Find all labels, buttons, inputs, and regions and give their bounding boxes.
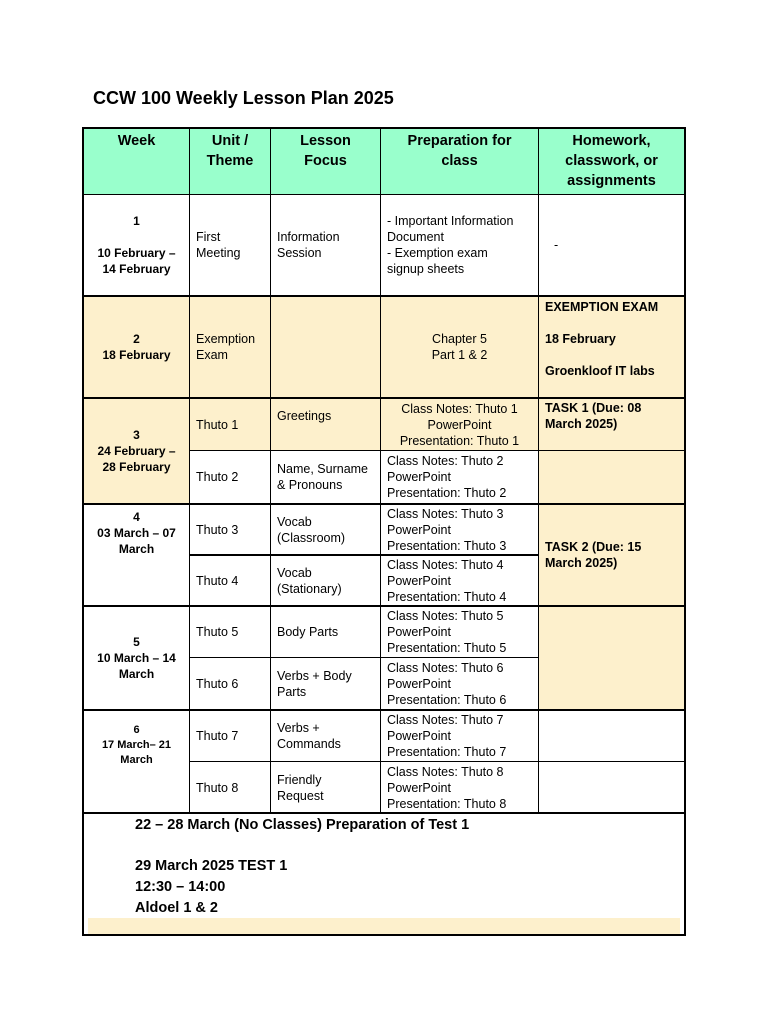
homework-dash: - — [554, 238, 559, 252]
unit-line: Exam — [196, 348, 228, 362]
prep-line: PowerPoint — [387, 625, 451, 639]
week-1-focus — [270, 194, 381, 296]
homework-empty-cell — [538, 605, 685, 710]
focus-line: & Pronouns — [277, 478, 343, 492]
week-2-homework — [538, 295, 685, 398]
lesson-unit — [189, 554, 271, 606]
header-focus-label: Lesson Focus — [300, 133, 351, 169]
week-date: 10 February – — [97, 246, 176, 260]
week-date: March — [118, 667, 155, 681]
week-number: 5 — [133, 635, 140, 649]
homework-empty-cell — [538, 709, 685, 762]
prep-line: PowerPoint — [387, 729, 451, 743]
week-date: 24 February – — [97, 444, 176, 458]
unit-text: Thuto 3 — [196, 522, 239, 537]
focus-line: Parts — [277, 684, 307, 699]
focus-line: Name, Surname — [277, 462, 369, 476]
lesson-focus — [270, 554, 381, 606]
unit-line: Meeting — [196, 246, 241, 260]
lesson-unit — [189, 503, 271, 555]
week-2-cell — [83, 295, 190, 398]
week-2-preparation — [380, 295, 539, 398]
focus-line: Information — [277, 230, 340, 244]
week-number: 1 — [133, 214, 140, 228]
prep-line: Presentation: Thuto 8 — [387, 796, 507, 811]
week-date: 18 February — [102, 348, 171, 362]
test-time: 12:30 – 14:00 — [135, 879, 226, 895]
prep-line: Part 1 & 2 — [431, 348, 488, 362]
week-number: 6 — [133, 724, 140, 736]
prep-line: Presentation: Thuto 4 — [387, 589, 507, 604]
lesson-preparation — [380, 657, 539, 710]
prep-line: Presentation: Thuto 2 — [387, 486, 507, 500]
week-2-focus — [270, 295, 381, 398]
prep-line: PowerPoint — [387, 522, 451, 537]
header-hw-line: assignments — [567, 173, 656, 189]
prep-line: - Exemption exam — [387, 246, 488, 260]
header-preparation — [380, 128, 539, 195]
lesson-unit — [189, 761, 271, 814]
no-classes-note: 22 – 28 March (No Classes) Preparation of Test 1 — [135, 817, 470, 833]
unit-line: First — [196, 230, 221, 244]
unit-text: Thuto 5 — [196, 625, 239, 639]
focus-line: Verbs + — [277, 721, 320, 735]
exam-venue: Groenkloof IT labs — [545, 364, 655, 378]
focus-line: Vocab — [277, 514, 312, 529]
test-venue: Aldoel 1 & 2 — [135, 900, 218, 916]
unit-text: Thuto 2 — [196, 470, 239, 484]
prep-line: Chapter 5 — [432, 332, 487, 346]
lesson-focus — [270, 450, 381, 504]
homework-empty-cell — [538, 450, 685, 504]
unit-text: Thuto 1 — [196, 417, 239, 432]
week-2-unit — [189, 295, 271, 398]
lesson-preparation — [380, 450, 539, 504]
lesson-focus — [270, 397, 381, 451]
prep-line: PowerPoint — [387, 573, 451, 588]
week-date: 28 February — [102, 460, 171, 474]
lesson-focus — [270, 709, 381, 762]
prep-line: Class Notes: Thuto 2 — [387, 454, 504, 468]
week-3-cell — [83, 397, 190, 504]
task-line: March 2025) — [545, 417, 618, 431]
prep-line: Class Notes: Thuto 3 — [387, 506, 504, 521]
page-title: CCW 100 Weekly Lesson Plan 2025 — [93, 88, 394, 108]
week-5-cell — [83, 605, 190, 710]
header-hw-line: classwork, or — [565, 153, 658, 169]
focus-line: Body Parts — [277, 625, 339, 639]
lesson-unit — [189, 450, 271, 504]
focus-line: Vocab — [277, 565, 312, 580]
week-1-homework — [538, 194, 685, 296]
prep-line: PowerPoint — [427, 417, 492, 432]
lesson-preparation — [380, 503, 539, 555]
focus-line: (Stationary) — [277, 581, 342, 596]
header-prep-line: class — [441, 153, 478, 169]
lesson-unit — [189, 397, 271, 451]
prep-line: Class Notes: Thuto 5 — [387, 609, 504, 623]
prep-line: Presentation: Thuto 5 — [387, 641, 507, 655]
week-1-cell — [83, 194, 190, 296]
prep-line: signup sheets — [387, 262, 465, 276]
week-number: 2 — [133, 332, 140, 346]
focus-line: Commands — [277, 737, 341, 751]
test-date: 29 March 2025 TEST 1 — [135, 858, 288, 874]
exam-title: EXEMPTION EXAM — [545, 300, 659, 314]
week-1-preparation — [380, 194, 539, 296]
header-week — [83, 128, 190, 195]
prep-line: - Important Information — [387, 214, 514, 228]
unit-text: Thuto 8 — [196, 780, 239, 795]
task-1-cell — [538, 397, 685, 451]
task-line: March 2025) — [545, 556, 618, 570]
lesson-unit — [189, 657, 271, 710]
prep-line: Class Notes: Thuto 7 — [387, 713, 504, 727]
lesson-preparation — [380, 709, 539, 762]
prep-line: Class Notes: Thuto 8 — [387, 764, 504, 779]
prep-line: Class Notes: Thuto 6 — [387, 660, 504, 675]
focus-line: Verbs + Body — [277, 668, 352, 683]
lesson-focus — [270, 503, 381, 555]
header-unit-line: Theme — [206, 153, 254, 169]
lesson-preparation — [380, 605, 539, 658]
prep-line: Class Notes: Thuto 4 — [387, 557, 504, 572]
week-6-cell — [83, 709, 190, 814]
header-week-label: Week — [117, 133, 156, 149]
header-prep-line: Preparation for — [407, 133, 512, 149]
week-date: 03 March – 07 — [97, 526, 176, 540]
unit-text: Thuto 6 — [196, 676, 239, 691]
lesson-unit — [189, 709, 271, 762]
header-unit-line: Unit / — [211, 133, 249, 149]
task-line: TASK 2 (Due: 15 — [545, 540, 642, 554]
task-line: TASK 1 (Due: 08 — [545, 401, 642, 415]
footer-divider — [83, 812, 685, 814]
week-date: March — [120, 754, 153, 766]
week-1-unit — [189, 194, 271, 296]
header-homework — [538, 128, 685, 195]
header-unit — [189, 128, 271, 195]
lesson-focus — [270, 657, 381, 710]
prep-line: Document — [387, 230, 444, 244]
lesson-focus — [270, 605, 381, 658]
lesson-focus — [270, 761, 381, 814]
header-lesson-focus — [270, 128, 381, 195]
week-number: 4 — [133, 510, 140, 524]
lesson-preparation — [380, 761, 539, 814]
prep-line: Presentation: Thuto 1 — [399, 433, 520, 448]
focus-line: Friendly — [277, 772, 322, 787]
task-2-cell — [538, 503, 685, 606]
lesson-unit — [189, 605, 271, 658]
prep-line: Presentation: Thuto 3 — [387, 538, 507, 553]
footer-notes — [135, 815, 680, 919]
focus-line: Session — [277, 246, 322, 260]
unit-line: Exemption — [196, 332, 256, 346]
week-number: 3 — [133, 428, 140, 442]
week-date: 17 March– 21 — [101, 739, 172, 751]
focus-line: Greetings — [277, 409, 332, 423]
prep-line: PowerPoint — [387, 676, 451, 691]
week-date: March — [118, 542, 155, 556]
unit-text: Thuto 7 — [196, 729, 239, 743]
week-4-cell — [83, 503, 190, 606]
header-hw-line: Homework, — [572, 133, 651, 149]
prep-line: Presentation: Thuto 7 — [387, 745, 507, 759]
homework-empty-cell — [538, 761, 685, 814]
prep-line: PowerPoint — [387, 470, 451, 484]
lesson-preparation — [380, 397, 539, 451]
focus-line: Request — [277, 788, 324, 803]
footer-highlight-strip — [88, 918, 680, 934]
focus-line: (Classroom) — [277, 530, 346, 545]
lesson-preparation — [380, 554, 539, 606]
exam-date: 18 February — [545, 332, 616, 346]
prep-line: Class Notes: Thuto 1 — [401, 401, 518, 416]
unit-text: Thuto 4 — [196, 573, 239, 588]
week-date: 14 February — [102, 262, 171, 276]
prep-line: PowerPoint — [387, 780, 451, 795]
prep-line: Presentation: Thuto 6 — [387, 692, 507, 707]
week-date: 10 March – 14 — [97, 651, 176, 665]
